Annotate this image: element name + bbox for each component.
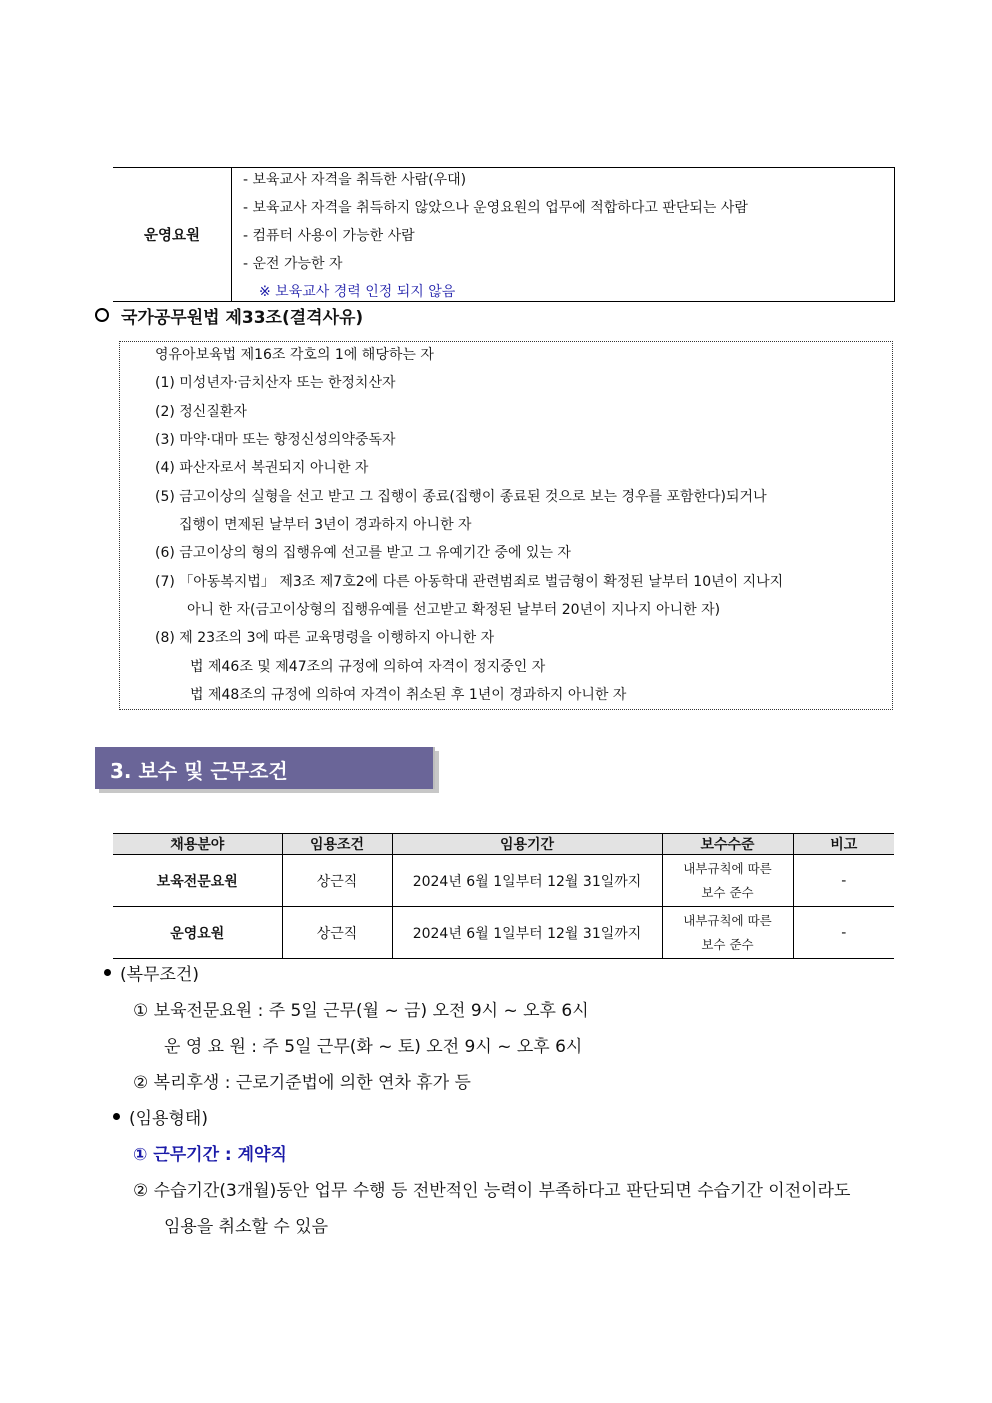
disqualification-box <box>119 341 893 710</box>
disqualification-line: 아니 한 자(금고이상형의 집행유예를 선고받고 확정된 날부터 20년이 지나지 아니한 자) <box>187 602 721 618</box>
dot-bullet-icon <box>113 1113 120 1120</box>
disqualification-line: 영유아보육법 제16조 각호의 1에 해당하는 자 <box>155 347 434 363</box>
work-condition-item: ② 복리후생 : 근로기준법에 의한 연차 휴가 등 <box>133 1073 471 1093</box>
header-field: 채용분야 <box>113 834 282 855</box>
requirement-line: - 보육교사 자격을 취득한 사람(우대) <box>243 172 467 188</box>
disqualification-line: (5) 금고이상의 실형을 선고 받고 그 집행이 종료(집행이 종료된 것으로 보는 경우를 포함한다)되거나 <box>155 489 767 505</box>
cell-pay: 내부규칙에 따른 보수 준수 <box>662 855 793 907</box>
cell-field: 보육전문요원 <box>113 855 282 907</box>
employment-type-item: 임용을 취소할 수 있음 <box>164 1217 329 1237</box>
cell-note: - <box>793 855 894 907</box>
disqualification-line: (6) 금고이상의 형의 집행유예 선고를 받고 그 유예기간 중에 있는 자 <box>155 545 571 561</box>
work-condition-item: 운 영 요 원 : 주 5일 근무(화 ~ 토) 오전 9시 ~ 오후 6시 <box>164 1037 583 1057</box>
disqualification-heading: 국가공무원법 제33조(결격사유) <box>95 303 363 328</box>
requirement-note: ※ 보육교사 경력 인정 되지 않음 <box>259 284 456 300</box>
cell-field: 운영요원 <box>113 907 282 959</box>
pay-table <box>113 833 894 959</box>
disqualification-line: (1) 미성년자·금치산자 또는 한정치산자 <box>155 375 396 391</box>
section-title: 3. 보수 및 근무조건 <box>110 759 288 783</box>
requirement-line: - 보육교사 자격을 취득하지 않았으나 운영요원의 업무에 적합하다고 판단되는 사람 <box>243 200 748 216</box>
header-pay: 보수수준 <box>662 834 793 855</box>
disqualification-line: 법 제48조의 규정에 의하여 자격이 취소된 후 1년이 경과하지 아니한 자 <box>190 687 627 703</box>
disqualification-line: 집행이 면제된 날부터 3년이 경과하지 아니한 자 <box>179 517 472 533</box>
cell-condition: 상근직 <box>282 907 392 959</box>
disqualification-line: (8) 제 23조의 3에 따른 교육명령을 이행하지 아니한 자 <box>155 630 495 646</box>
cell-condition: 상근직 <box>282 855 392 907</box>
requirements-label: 운영요원 <box>113 168 232 301</box>
employment-type-label: (임용형태) <box>113 1104 208 1129</box>
employment-type-item: ① 근무기간 : 계약직 <box>133 1145 287 1165</box>
cell-note: - <box>793 907 894 959</box>
dot-bullet-icon <box>104 969 111 976</box>
requirement-line: - 운전 가능한 자 <box>243 256 343 272</box>
disqualification-line: (4) 파산자로서 복권되지 아니한 자 <box>155 460 369 476</box>
employment-type-item: ② 수습기간(3개월)동안 업무 수행 등 전반적인 능력이 부족하다고 판단되면 수습기간 이전이라도 <box>133 1181 851 1201</box>
work-condition-item: ① 보육전문요원 : 주 5일 근무(월 ~ 금) 오전 9시 ~ 오후 6시 <box>133 1001 589 1021</box>
cell-pay: 내부규칙에 따른 보수 준수 <box>662 907 793 959</box>
disqualification-line: (7) 「아동복지법」 제3조 제7호2에 다른 아동학대 관련범죄로 벌금형이 확정된 날부터 10년이 지나지 <box>155 574 784 590</box>
header-period: 임용기간 <box>392 834 662 855</box>
disqualification-line: 법 제46조 및 제47조의 규정에 의하여 자격이 정지중인 자 <box>190 659 546 675</box>
table-row <box>113 907 894 959</box>
section-header <box>95 747 435 789</box>
header-note: 비고 <box>793 834 894 855</box>
table-header-row <box>113 834 894 855</box>
cell-period: 2024년 6월 1일부터 12월 31일까지 <box>392 907 662 959</box>
disqualification-line: (3) 마약·대마 또는 향정신성의약중독자 <box>155 432 396 448</box>
circle-bullet-icon <box>95 308 109 322</box>
header-condition: 임용조건 <box>282 834 392 855</box>
requirement-line: - 컴퓨터 사용이 가능한 사람 <box>243 228 415 244</box>
disqualification-line: (2) 정신질환자 <box>155 404 247 420</box>
cell-period: 2024년 6월 1일부터 12월 31일까지 <box>392 855 662 907</box>
table-row <box>113 855 894 907</box>
work-conditions-label: (복무조건) <box>104 960 199 985</box>
staff-requirements-table <box>113 167 895 302</box>
